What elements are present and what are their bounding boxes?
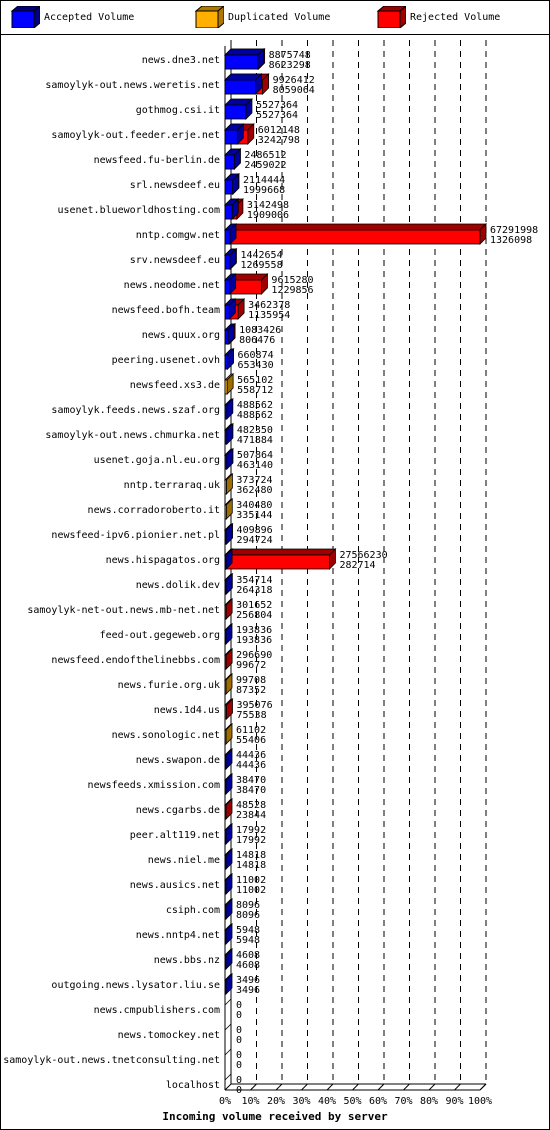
value-label-accepted: 38470 — [236, 785, 267, 796]
server-label: localhost — [165, 1080, 220, 1091]
server-label: gothmog.csi.it — [135, 105, 220, 116]
value-label-total: 6012148 — [257, 125, 300, 136]
server-label: samoylyk-out.feeder.erje.net — [51, 130, 220, 141]
x-tick-label: 50% — [343, 1096, 362, 1107]
server-label: newsfeed.bofh.team — [111, 305, 220, 316]
bar-rejected-front — [225, 605, 226, 619]
value-label-total: 3496 — [236, 975, 261, 986]
value-label-accepted: 1909006 — [246, 210, 290, 221]
bar-accepted-front — [225, 455, 227, 469]
server-label: samoylyk-out.news.tnetconsulting.net — [3, 1055, 220, 1066]
value-label-total: 27566230 — [339, 550, 388, 561]
x-tick-mark — [302, 1084, 308, 1090]
bar-zero-marker — [225, 1074, 231, 1080]
bar-duplicated-side — [226, 474, 232, 494]
value-label-total: 354714 — [236, 575, 273, 586]
x-tick-mark — [404, 1084, 410, 1090]
x-tick-label: 0% — [218, 1096, 232, 1107]
value-label-total: 373724 — [236, 475, 273, 486]
value-label-accepted: 1229856 — [271, 285, 314, 296]
x-tick-label: 90% — [445, 1096, 464, 1107]
value-label-total: 44436 — [236, 750, 267, 761]
bar-accepted-front — [225, 905, 226, 919]
server-label: news.cmpublishers.com — [93, 1005, 220, 1016]
value-label-accepted: 44436 — [236, 760, 267, 771]
bar-accepted-top — [225, 49, 264, 55]
server-label: samoylyk.feeds.news.szaf.org — [51, 405, 220, 416]
bar-zero-marker — [225, 1049, 231, 1055]
server-label: feed-out.gegeweb.org — [99, 630, 220, 641]
value-label-total: 2486512 — [244, 150, 287, 161]
value-label-accepted: 0 — [236, 1010, 243, 1021]
server-label: news.niel.me — [147, 855, 220, 866]
bar-rejected-front — [225, 230, 480, 244]
x-tick-mark — [480, 1084, 486, 1090]
value-label-accepted: 1135954 — [248, 310, 291, 321]
x-tick-mark — [251, 1084, 257, 1090]
value-label-total: 8875748 — [268, 50, 311, 61]
x-tick-label: 10% — [241, 1096, 260, 1107]
server-label: samoylyk-net-out.news.mb-net.net — [27, 605, 220, 616]
value-label-total: 395076 — [236, 700, 273, 711]
value-label-accepted: 1269558 — [240, 260, 283, 271]
bar-rejected-side — [226, 699, 232, 719]
x-axis-title: Incoming volume received by server — [162, 1110, 388, 1123]
server-label: news.corradoroberto.it — [87, 505, 220, 516]
bar-accepted-front — [225, 155, 234, 169]
bar-duplicated-front — [225, 730, 226, 744]
x-tick-label: 30% — [292, 1096, 311, 1107]
value-label-accepted: 99672 — [236, 660, 267, 671]
bar-rejected-top — [225, 224, 486, 230]
value-label-total: 1442654 — [240, 250, 283, 261]
x-tick-label: 80% — [419, 1096, 439, 1107]
value-label-total: 0 — [236, 1025, 243, 1036]
bar-duplicated-front — [225, 680, 226, 694]
value-label-total: 488562 — [236, 400, 273, 411]
value-label-accepted: 55406 — [236, 735, 267, 746]
server-label: newsfeed.endofthelinebbs.com — [51, 655, 220, 666]
bar-accepted-front — [225, 255, 230, 269]
legend-accepted-label: Accepted Volume — [44, 11, 135, 23]
x-tick-label: 20% — [266, 1096, 286, 1107]
value-label-total: 99708 — [236, 675, 267, 686]
bar-accepted-front — [225, 230, 230, 244]
value-label-total: 296690 — [236, 650, 273, 661]
value-label-accepted: 3496 — [236, 985, 261, 996]
bar-zero-marker — [225, 999, 231, 1005]
bar-accepted-front — [225, 955, 226, 969]
x-tick-mark — [353, 1084, 359, 1090]
value-label-accepted: 256804 — [236, 610, 273, 621]
server-label: news.1d4.us — [153, 705, 220, 716]
x-tick-mark — [225, 1084, 231, 1090]
x-tick-mark — [327, 1084, 333, 1090]
value-label-accepted: 8059064 — [272, 85, 315, 96]
value-label-accepted: 653430 — [237, 360, 274, 371]
value-label-total: 660874 — [237, 350, 274, 361]
value-label-accepted: 335144 — [236, 510, 273, 521]
value-label-accepted: 0 — [236, 1035, 243, 1046]
value-label-total: 5948 — [236, 925, 261, 936]
server-label: news.quux.org — [141, 330, 220, 341]
server-label: samoylyk-out.news.weretis.net — [45, 80, 220, 91]
bar-zero-marker — [225, 1024, 231, 1030]
value-label-accepted: 0 — [236, 1060, 243, 1071]
value-label-accepted: 5527364 — [255, 110, 299, 121]
value-label-total: 0 — [236, 1075, 243, 1086]
value-label-accepted: 23844 — [236, 810, 267, 821]
x-tick-mark — [378, 1084, 384, 1090]
value-label-total: 507864 — [236, 450, 274, 461]
value-label-accepted: 558712 — [237, 385, 274, 396]
value-label-accepted: 471884 — [236, 435, 273, 446]
bar-accepted-front — [225, 980, 226, 994]
bar-duplicated-front — [225, 505, 226, 519]
value-label-total: 4608 — [236, 950, 261, 961]
bar-accepted-front — [225, 555, 226, 569]
value-label-accepted: 87352 — [236, 685, 267, 696]
value-label-accepted: 193836 — [236, 635, 273, 646]
value-label-accepted: 264318 — [236, 585, 273, 596]
bar-duplicated-front — [225, 480, 226, 494]
x-tick-mark — [429, 1084, 435, 1090]
server-label: news.hispagatos.org — [105, 555, 220, 566]
x-tick-label: 60% — [368, 1096, 388, 1107]
value-label-accepted: 362480 — [236, 485, 273, 496]
bar-accepted-front — [225, 280, 230, 294]
server-label: csiph.com — [165, 905, 220, 916]
x-tick-label: 40% — [317, 1096, 337, 1107]
value-label-total: 61102 — [236, 725, 267, 736]
bar-accepted-front — [225, 855, 226, 869]
value-label-total: 482350 — [236, 425, 273, 436]
value-label-accepted: 4608 — [236, 960, 261, 971]
bar-accepted-front — [225, 530, 226, 544]
value-label-accepted: 1326098 — [490, 235, 533, 246]
server-label: peering.usenet.ovh — [111, 355, 220, 366]
bar-rejected-front — [225, 655, 226, 669]
value-label-accepted: 75538 — [236, 710, 267, 721]
server-label: news.cgarbs.de — [135, 805, 220, 816]
value-label-total: 565102 — [237, 375, 274, 386]
bar-accepted-front — [225, 830, 226, 844]
server-label: newsfeed.fu-berlin.de — [93, 155, 220, 166]
value-label-total: 3462378 — [248, 300, 291, 311]
value-label-accepted: 463140 — [236, 460, 274, 471]
server-label: usenet.goja.nl.eu.org — [93, 455, 220, 466]
bar-rejected-front — [225, 555, 329, 569]
value-label-accepted: 11002 — [236, 885, 267, 896]
server-label: srl.newsdeef.eu — [129, 180, 220, 191]
server-label: newsfeed.xs3.de — [129, 380, 220, 391]
server-label: srv.newsdeef.eu — [129, 255, 220, 266]
server-label: news.nntp4.net — [135, 930, 220, 941]
value-label-accepted: 8096 — [236, 910, 261, 921]
value-label-total: 193836 — [236, 625, 273, 636]
bar-accepted-front — [225, 880, 226, 894]
bar-accepted-front — [225, 355, 227, 369]
value-label-accepted: 2459022 — [244, 160, 287, 171]
server-label: newsfeeds.xmission.com — [87, 780, 220, 791]
value-label-total: 9615280 — [271, 275, 314, 286]
value-label-accepted: 0 — [236, 1085, 243, 1096]
server-label: news.bbs.nz — [153, 955, 220, 966]
value-label-total: 409896 — [236, 525, 273, 536]
value-label-total: 11002 — [236, 875, 267, 886]
value-label-total: 38470 — [236, 775, 267, 786]
bar-rejected-top — [225, 549, 335, 555]
bar-accepted-front — [225, 755, 226, 769]
value-label-total: 340480 — [236, 500, 273, 511]
value-label-total: 14818 — [236, 850, 267, 861]
server-label: news.sonologic.net — [111, 730, 220, 741]
value-label-total: 3142498 — [246, 200, 290, 211]
bar-accepted-front — [225, 55, 258, 69]
value-label-total: 0 — [236, 1000, 243, 1011]
bar-duplicated-front — [225, 380, 227, 394]
value-label-total: 67291998 — [490, 225, 539, 236]
server-label: news.tomockey.net — [117, 1030, 220, 1041]
bar-accepted-front — [225, 630, 226, 644]
value-label-total: 5527364 — [255, 100, 299, 111]
x-tick-mark — [455, 1084, 461, 1090]
value-label-accepted: 488562 — [236, 410, 273, 421]
server-label: newsfeed-ipv6.pionier.net.pl — [51, 530, 220, 541]
server-label: nntp.comgw.net — [135, 230, 220, 241]
value-label-accepted: 1999668 — [243, 185, 286, 196]
x-tick-label: 100% — [467, 1096, 493, 1107]
server-label: outgoing.news.lysator.liu.se — [51, 980, 220, 991]
bar-accepted-front — [225, 780, 226, 794]
value-label-total: 301652 — [236, 600, 273, 611]
value-label-accepted: 3242798 — [257, 135, 300, 146]
value-label-accepted: 8623298 — [268, 60, 311, 71]
value-label-accepted: 806476 — [239, 335, 276, 346]
server-label: news.ausics.net — [129, 880, 220, 891]
server-label: nntp.terraraq.uk — [123, 480, 220, 491]
server-label: news.neodome.net — [123, 280, 220, 291]
server-label: samoylyk-out.news.chmurka.net — [45, 430, 220, 441]
bar-rejected-front — [225, 805, 226, 819]
bar-accepted-front — [225, 130, 237, 144]
value-label-accepted: 282714 — [339, 560, 376, 571]
server-label: news.swapon.de — [135, 755, 220, 766]
value-label-total: 2114444 — [243, 175, 286, 186]
value-label-total: 17992 — [236, 825, 267, 836]
value-label-total: 8096 — [236, 900, 261, 911]
value-label-total: 9926412 — [272, 75, 315, 86]
bar-accepted-front — [225, 305, 229, 319]
value-label-accepted: 294724 — [236, 535, 273, 546]
value-label-total: 1083426 — [239, 325, 282, 336]
server-label: news.dne3.net — [141, 55, 220, 66]
bar-accepted-front — [225, 80, 256, 94]
bar-accepted-front — [225, 205, 232, 219]
bar-accepted-front — [225, 180, 233, 194]
value-label-accepted: 17992 — [236, 835, 267, 846]
bar-accepted-front — [225, 930, 226, 944]
legend-rejected-label: Rejected Volume — [410, 11, 501, 23]
x-tick-mark — [276, 1084, 282, 1090]
bar-accepted-front — [225, 405, 227, 419]
x-tick-label: 70% — [394, 1096, 413, 1107]
bar-accepted-front — [225, 330, 228, 344]
value-label-total: 0 — [236, 1050, 243, 1061]
server-label: usenet.blueworldhosting.com — [57, 205, 220, 216]
server-label: peer.alt119.net — [129, 830, 220, 841]
bar-accepted-front — [225, 580, 226, 594]
value-label-accepted: 5948 — [236, 935, 261, 946]
bar-accepted-front — [225, 105, 246, 119]
bar-accepted-front — [225, 430, 227, 444]
server-label: news.dolik.dev — [135, 580, 220, 591]
value-label-accepted: 14818 — [236, 860, 267, 871]
legend-duplicated-label: Duplicated Volume — [228, 11, 331, 23]
value-label-total: 48528 — [236, 800, 267, 811]
server-label: news.furie.org.uk — [117, 680, 220, 691]
bar-rejected-front — [225, 705, 226, 719]
